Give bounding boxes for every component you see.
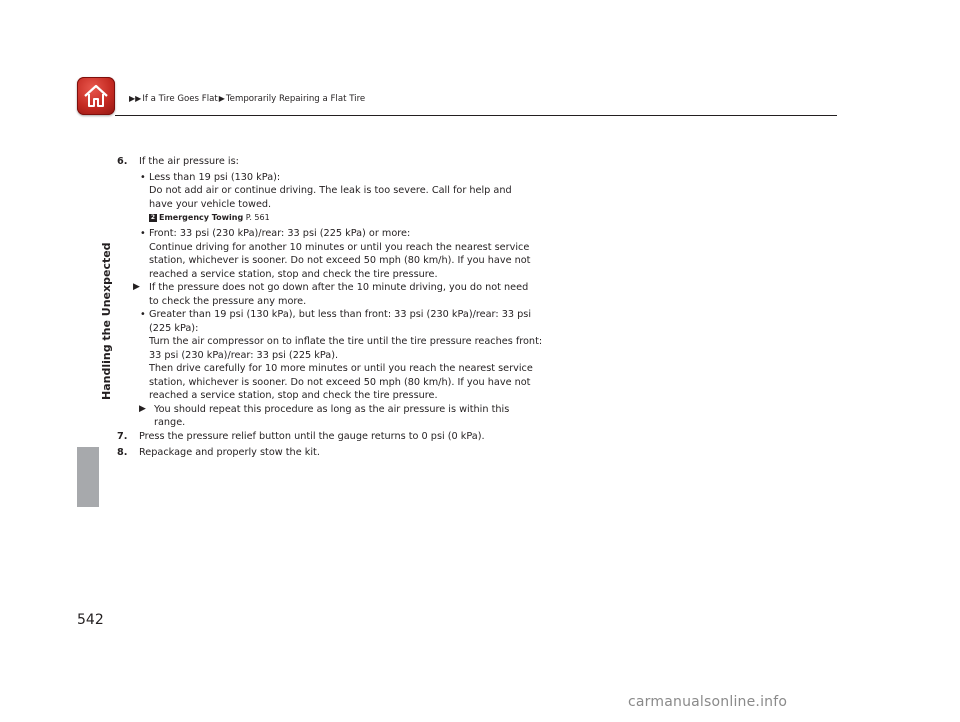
- result-line: to check the pressure any more.: [149, 295, 307, 307]
- chapter-tab-marker[interactable]: [77, 447, 99, 507]
- breadcrumb-current: Temporarily Repairing a Flat Tire: [225, 94, 366, 104]
- breadcrumb-parent[interactable]: If a Tire Goes Flat: [142, 94, 218, 104]
- result-note: [111, 281, 567, 308]
- result-line: If the pressure does not go down after the 10 minute driving, you do not need: [149, 282, 529, 293]
- detail-line: reached a service station, stop and check the tire pressure.: [149, 390, 438, 401]
- bullet-icon: •: [140, 228, 146, 239]
- detail-line: station, whichever is sooner. Do not exceed 50 mph (80 km/h). If you have not: [149, 255, 531, 266]
- page-number: 542: [77, 612, 104, 628]
- step-number: 8.: [117, 447, 128, 458]
- bullet-high-pressure: [117, 227, 567, 241]
- detail-line: Do not add air or continue driving. The leak is too severe. Call for help and: [149, 185, 512, 196]
- step-8: [117, 446, 567, 460]
- bullet-mid-pressure: [117, 308, 567, 322]
- result-arrow-icon: ▶: [139, 403, 146, 414]
- step-text: Press the pressure relief button until the gauge returns to 0 psi (0 kPa).: [139, 430, 485, 442]
- breadcrumb-arrow-icon: ▶: [218, 94, 225, 103]
- result-note: [117, 403, 567, 430]
- detail-line: have your vehicle towed.: [149, 198, 272, 210]
- step-number: 7.: [117, 430, 128, 442]
- chapter-title: Handling the Unexpected: [100, 242, 113, 400]
- chapter-side-label: [100, 120, 116, 410]
- bullet-low-pressure: [117, 171, 567, 185]
- header-divider: [115, 115, 837, 116]
- bullet-detail: [117, 322, 567, 403]
- cross-reference-link[interactable]: [117, 212, 567, 224]
- step-6: [117, 155, 567, 169]
- detail-line: station, whichever is sooner. Do not exceed 50 mph (80 km/h). If you have not: [149, 376, 531, 388]
- result-arrow-icon: ▶: [133, 282, 140, 292]
- breadcrumb: [128, 94, 365, 104]
- home-button[interactable]: [77, 77, 115, 115]
- step-number: 6.: [117, 156, 128, 167]
- bullet-icon: •: [140, 171, 146, 183]
- detail-line: Continue driving for another 10 minutes or until you reach the nearest service: [149, 241, 530, 253]
- detail-line: Then drive carefully for 10 more minutes or until you reach the nearest service: [149, 363, 533, 374]
- detail-line: Turn the air compressor on to inflate the tire until the tire pressure reaches front:: [149, 336, 543, 347]
- result-line: You should repeat this procedure as long as the air pressure is within this: [154, 403, 510, 415]
- home-icon: [82, 82, 110, 110]
- bullet-title: Greater than 19 psi (130 kPa), but less than front: 33 psi (230 kPa)/rear: 33 psi: [149, 309, 532, 320]
- step-text: If the air pressure is:: [139, 156, 239, 167]
- watermark: carmanualsonline.info: [628, 694, 788, 710]
- detail-line: (225 kPa):: [149, 322, 199, 334]
- step-text: Repackage and properly stow the kit.: [139, 447, 320, 458]
- bullet-detail: [117, 184, 567, 211]
- detail-line: reached a service station, stop and check the tire pressure.: [149, 268, 438, 280]
- page-content: [117, 155, 567, 462]
- result-line: range.: [154, 417, 186, 428]
- breadcrumb-arrow-icon: ▶▶: [129, 94, 142, 103]
- xref-page[interactable]: P. 561: [245, 213, 270, 222]
- bullet-detail: [117, 241, 567, 282]
- detail-line: 33 psi (230 kPa)/rear: 33 psi (225 kPa).: [149, 349, 339, 361]
- cross-reference-icon: 2: [150, 213, 156, 221]
- bullet-title: Less than 19 psi (130 kPa):: [149, 171, 281, 183]
- bullet-title: Front: 33 psi (230 kPa)/rear: 33 psi (225 kPa) or more:: [149, 228, 411, 239]
- xref-title[interactable]: Emergency Towing: [159, 213, 244, 222]
- bullet-icon: •: [140, 309, 146, 320]
- step-7: [117, 430, 567, 444]
